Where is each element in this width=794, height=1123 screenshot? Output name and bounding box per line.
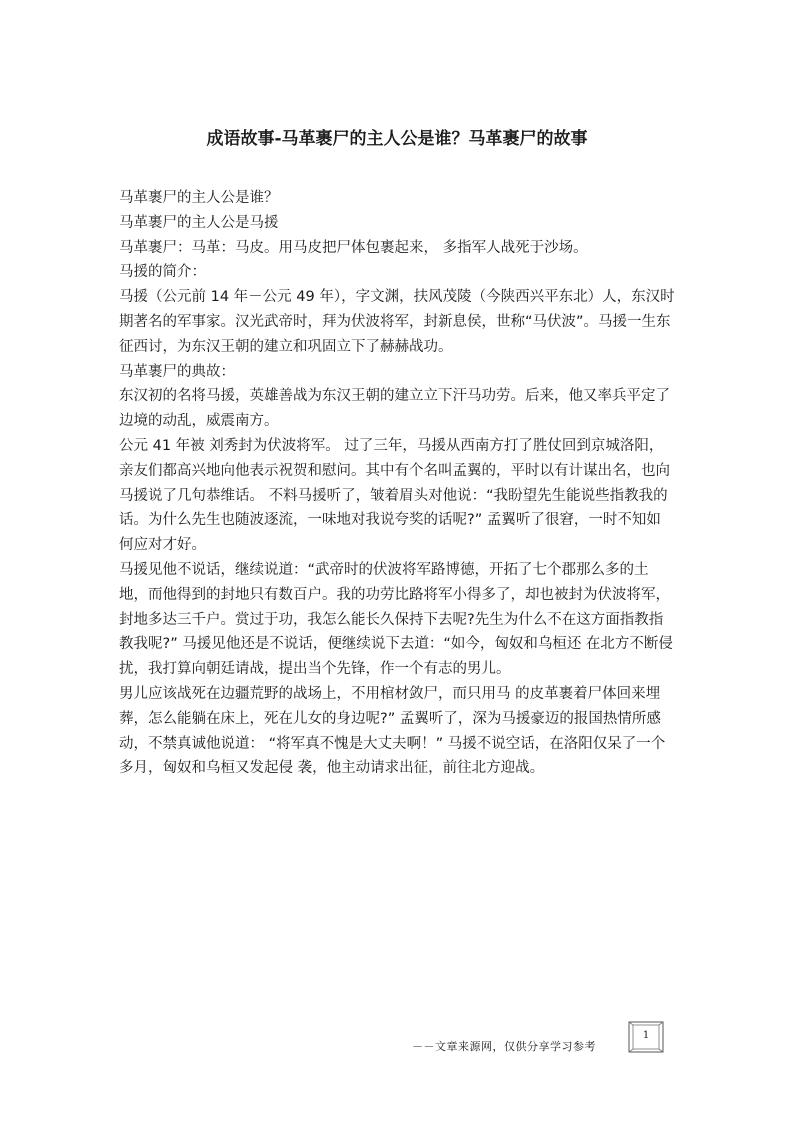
paragraph-biography: 马援（公元前 14 年－公元 49 年），字文渊，扶风茂陵（今陕西兴平东北）人，东汉时期著名的军事家。汉光武帝时，拜为伏波将军，封新息侯，世称“马伏波”。马援一生东征西讨，为东汉王朝的建立和巩固立下了赫赫战功。 xyxy=(119,289,675,355)
section-heading-story: 马革裹尸的典故： xyxy=(119,363,235,380)
document-body xyxy=(119,186,675,781)
paragraph-answer: 马革裹尸的主人公是马援 xyxy=(119,214,279,231)
page-number-badge xyxy=(628,1021,664,1053)
paragraph-story-2: 公元 41 年被 刘秀封为伏波将军。 过了三年，马援从西南方打了胜仗回到京城洛阳，亲友们都高兴地向他表示祝贺和慰问。其中有个名叫孟翼的，平时以有计谋出名，也向马援说了几句恭维话。 不料马援听了，皱着眉头对他说：“我盼望先生能说些指教我的话。为什么先生也随波逐流，一味地对我说夸奖的话呢?” 孟翼听了很窘，一时不知如何应对才好。 xyxy=(119,437,670,554)
paragraph-story-4: 男儿应该战死在边疆荒野的战场上，不用棺材敛尸，而只用马 的皮革裹着尸体回来埋葬，怎么能躺在床上，死在儿女的身边呢?” 孟翼听了，深为马援豪迈的报国热情所感动，不禁真诚他说道： “将军真不愧是大丈夫啊！” 马援不说空话，在洛阳仅呆了一个多月，匈奴和乌桓又发起侵 袭，他主动请求出征，前往北方迎战。 xyxy=(119,685,666,777)
paragraph-story-3: 马援见他不说话，继续说道：“武帝时的伏波将军路博德，开拓了七个郡那么多的土地，而他得到的封地只有数百户。我的功劳比路将军小得多了，却也被封为伏波将军，封地多达三千户。赏过于功，我怎么能长久保持下去呢?先生为什么不在这方面指教指教我呢?” 马援见他还是不说话，便继续说下去道：“如今，匈奴和乌桓还 在北方不断侵扰，我打算向朝廷请战，提出当个先锋，作一个有志的男儿。 xyxy=(119,561,673,678)
page-title: 成语故事-马革裹尸的主人公是谁？马革裹尸的故事 xyxy=(206,129,588,149)
paragraph-definition: 马革裹尸：马革：马皮。用马皮把尸体包裹起来， 多指军人战死于沙场。 xyxy=(119,239,588,256)
footer-source-note: －－文章来源网，仅供分享学习参考 xyxy=(412,1040,596,1053)
page-number: 1 xyxy=(642,1030,650,1041)
paragraph-question: 马革裹尸的主人公是谁？ xyxy=(119,190,279,206)
paragraph-story-1: 东汉初的名将马援，英雄善战为东汉王朝的建立立下汗马功劳。后来，他又率兵平定了边境的动乱，威震南方。 xyxy=(119,388,670,430)
section-heading-biography: 马援的简介： xyxy=(119,264,206,281)
